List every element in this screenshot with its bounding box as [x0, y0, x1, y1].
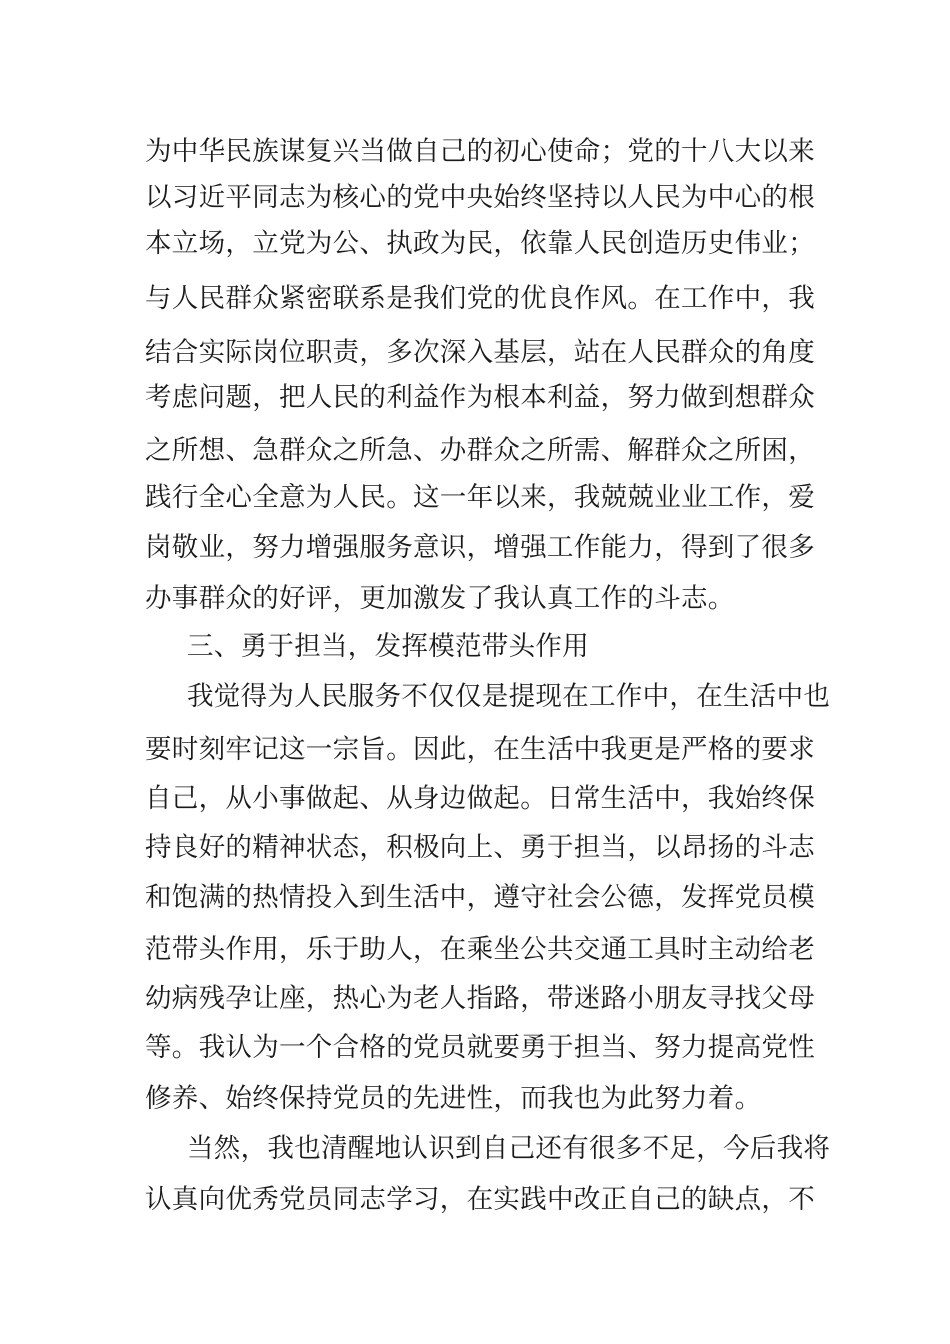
text-line: 幼病残孕让座，热心为老人指路，带迷路小朋友寻找父母 [145, 983, 815, 1014]
text-line: 等。我认为一个合格的党员就要勇于担当、努力提高党性 [145, 1032, 815, 1063]
section-heading: 三、勇于担当，发挥模范带头作用 [187, 631, 589, 662]
text-line: 之所想、急群众之所急、办群众之所需、解群众之所困， [145, 435, 815, 466]
text-line: 我觉得为人民服务不仅仅是提现在工作中，在生活中也 [187, 681, 831, 712]
text-line: 自己，从小事做起、从身边做起。日常生活中，我始终保 [145, 783, 815, 814]
text-line: 当然，我也清醒地认识到自己还有很多不足，今后我将 [187, 1133, 831, 1164]
text-line: 岗敬业，努力增强服务意识，增强工作能力，得到了很多 [145, 532, 815, 563]
text-line: 认真向优秀党员同志学习，在实践中改正自己的缺点，不 [145, 1184, 815, 1215]
text-line: 持良好的精神状态，积极向上、勇于担当，以昂扬的斗志 [145, 832, 815, 863]
text-line: 为中华民族谋复兴当做自己的初心使命；党的十八大以来 [145, 136, 815, 167]
text-line: 考虑问题，把人民的利益作为根本利益，努力做到想群众 [145, 382, 815, 413]
text-line: 结合实际岗位职责，多次深入基层，站在人民群众的角度 [145, 337, 815, 368]
text-line: 本立场，立党为公、执政为民，依靠人民创造历史伟业； [145, 228, 815, 259]
text-line: 范带头作用，乐于助人，在乘坐公共交通工具时主动给老 [145, 934, 815, 965]
text-line: 修养、始终保持党员的先进性，而我也为此努力着。 [145, 1083, 762, 1114]
text-line: 要时刻牢记这一宗旨。因此，在生活中我更是严格的要求 [145, 734, 815, 765]
text-line: 以习近平同志为核心的党中央始终坚持以人民为中心的根 [145, 182, 815, 213]
text-line: 办事群众的好评，更加激发了我认真工作的斗志。 [145, 583, 735, 614]
text-line: 与人民群众紧密联系是我们党的优良作风。在工作中，我 [145, 283, 815, 314]
text-line: 践行全心全意为人民。这一年以来，我兢兢业业工作，爱 [145, 482, 815, 513]
text-line: 和饱满的热情投入到生活中，遵守社会公德，发挥党员模 [145, 882, 815, 913]
